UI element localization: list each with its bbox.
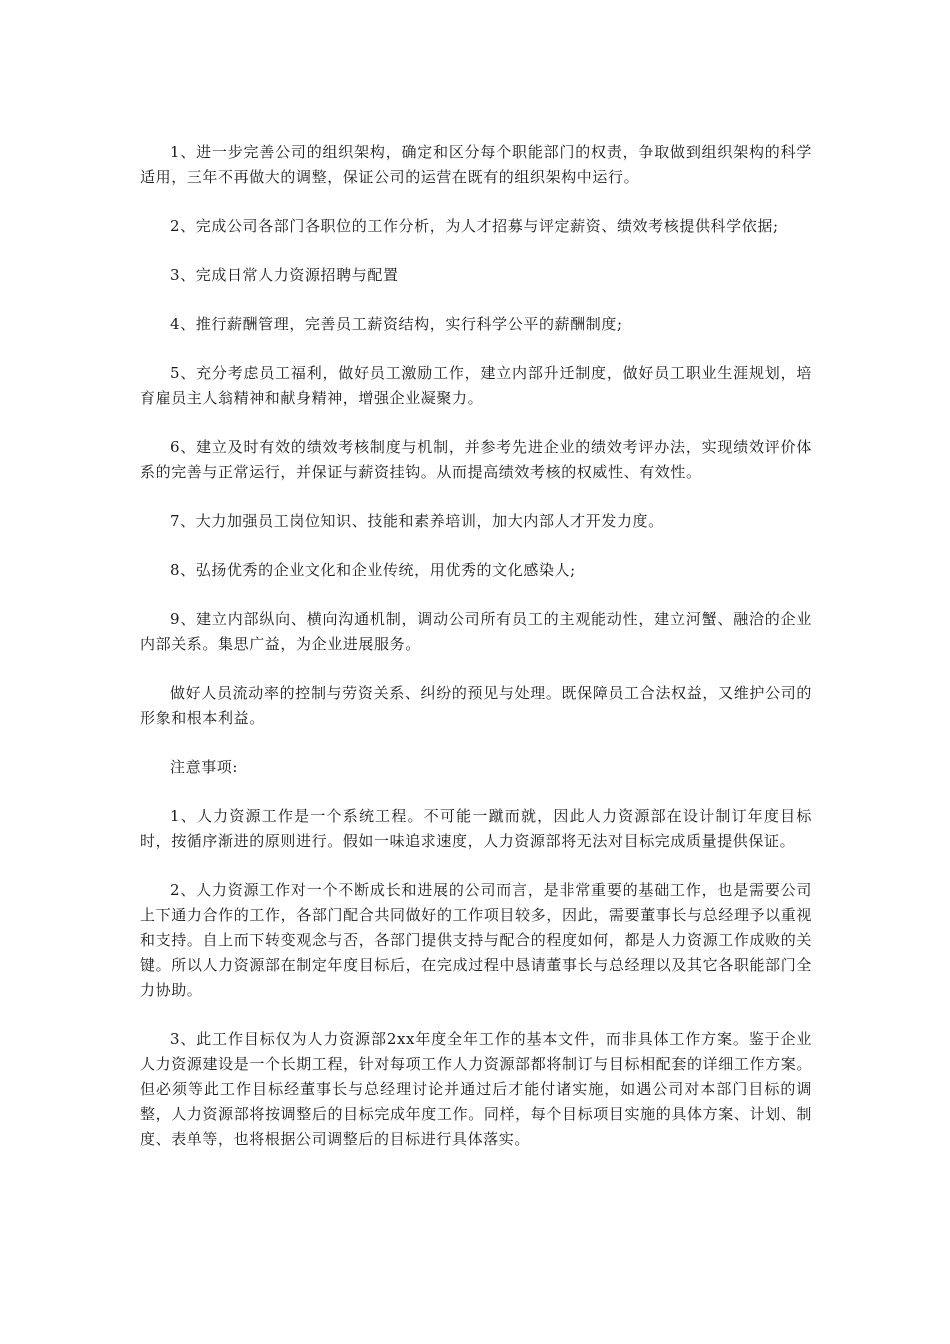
paragraph-note-2: 2、人力资源工作对一个不断成长和进展的公司而言，是非常重要的基础工作，也是需要公司上下通力合作的工作，各部门配合共同做好的工作项目较多，因此，需要董事长与总经理予以重视和支持。自上而下转变观念与否，各部门提供支持与配合的程度如何，都是人力资源工作成败的关键。所以人力资源部在制定年度目标后，在完成过程中恳请董事长与总经理以及其它各职能部门全力协助。	[140, 881, 812, 999]
document-body	[140, 140, 812, 1176]
paragraph-note-1: 1、人力资源工作是一个系统工程。不可能一蹴而就，因此人力资源部在设计制订年度目标时，按循序渐进的原则进行。假如一味追求速度，人力资源部将无法对目标完成质量提供保证。	[140, 807, 812, 850]
paragraph-note-3: 3、此工作目标仅为人力资源部2xx年度全年工作的基本文件，而非具体工作方案。鉴于企业人力资源建设是一个长期工程，针对每项工作人力资源部都将制订与目标相配套的详细工作方案。但必须等此工作目标经董事长与总经理讨论并通过后才能付诸实施，如遇公司对本部门目标的调整，人力资源部将按调整后的目标完成年度工作。同样，每个目标项目实施的具体方案、计划、制度、表单等，也将根据公司调整后的目标进行具体落实。	[140, 1030, 812, 1148]
notes-heading: 注意事项:	[170, 758, 239, 776]
paragraph-goal-9: 9、建立内部纵向、横向沟通机制，调动公司所有员工的主观能动性，建立河蟹、融洽的企业内部关系。集思广益，为企业进展服务。	[140, 610, 812, 653]
paragraph-goal-8: 8、弘扬优秀的企业文化和企业传统，用优秀的文化感染人;	[170, 561, 576, 579]
paragraph-goal-1: 1、进一步完善公司的组织架构，确定和区分每个职能部门的权责，争取做到组织架构的科学适用，三年不再做大的调整，保证公司的运营在既有的组织架构中运行。	[140, 143, 812, 186]
paragraph-goal-2: 2、完成公司各部门各职位的工作分析，为人才招募与评定薪资、绩效考核提供科学依据;	[170, 217, 779, 235]
paragraph-goal-5: 5、充分考虑员工福利，做好员工激励工作，建立内部升迁制度，做好员工职业生涯规划，培育雇员主人翁精神和献身精神，增强企业凝聚力。	[140, 364, 812, 407]
paragraph-goal-7: 7、大力加强员工岗位知识、技能和素养培训，加大内部人才开发力度。	[170, 512, 664, 530]
paragraph-turnover: 做好人员流动率的控制与劳资关系、纠纷的预见与处理。既保障员工合法权益，又维护公司的形象和根本利益。	[140, 684, 812, 727]
paragraph-goal-6: 6、建立及时有效的绩效考核制度与机制，并参考先进企业的绩效考评办法，实现绩效评价体系的完善与正常运行，并保证与薪资挂钩。从而提高绩效考核的权威性、有效性。	[140, 438, 812, 481]
paragraph-goal-3: 3、完成日常人力资源招聘与配置	[170, 266, 399, 284]
paragraph-goal-4: 4、推行薪酬管理，完善员工薪资结构，实行科学公平的薪酬制度;	[170, 315, 623, 333]
